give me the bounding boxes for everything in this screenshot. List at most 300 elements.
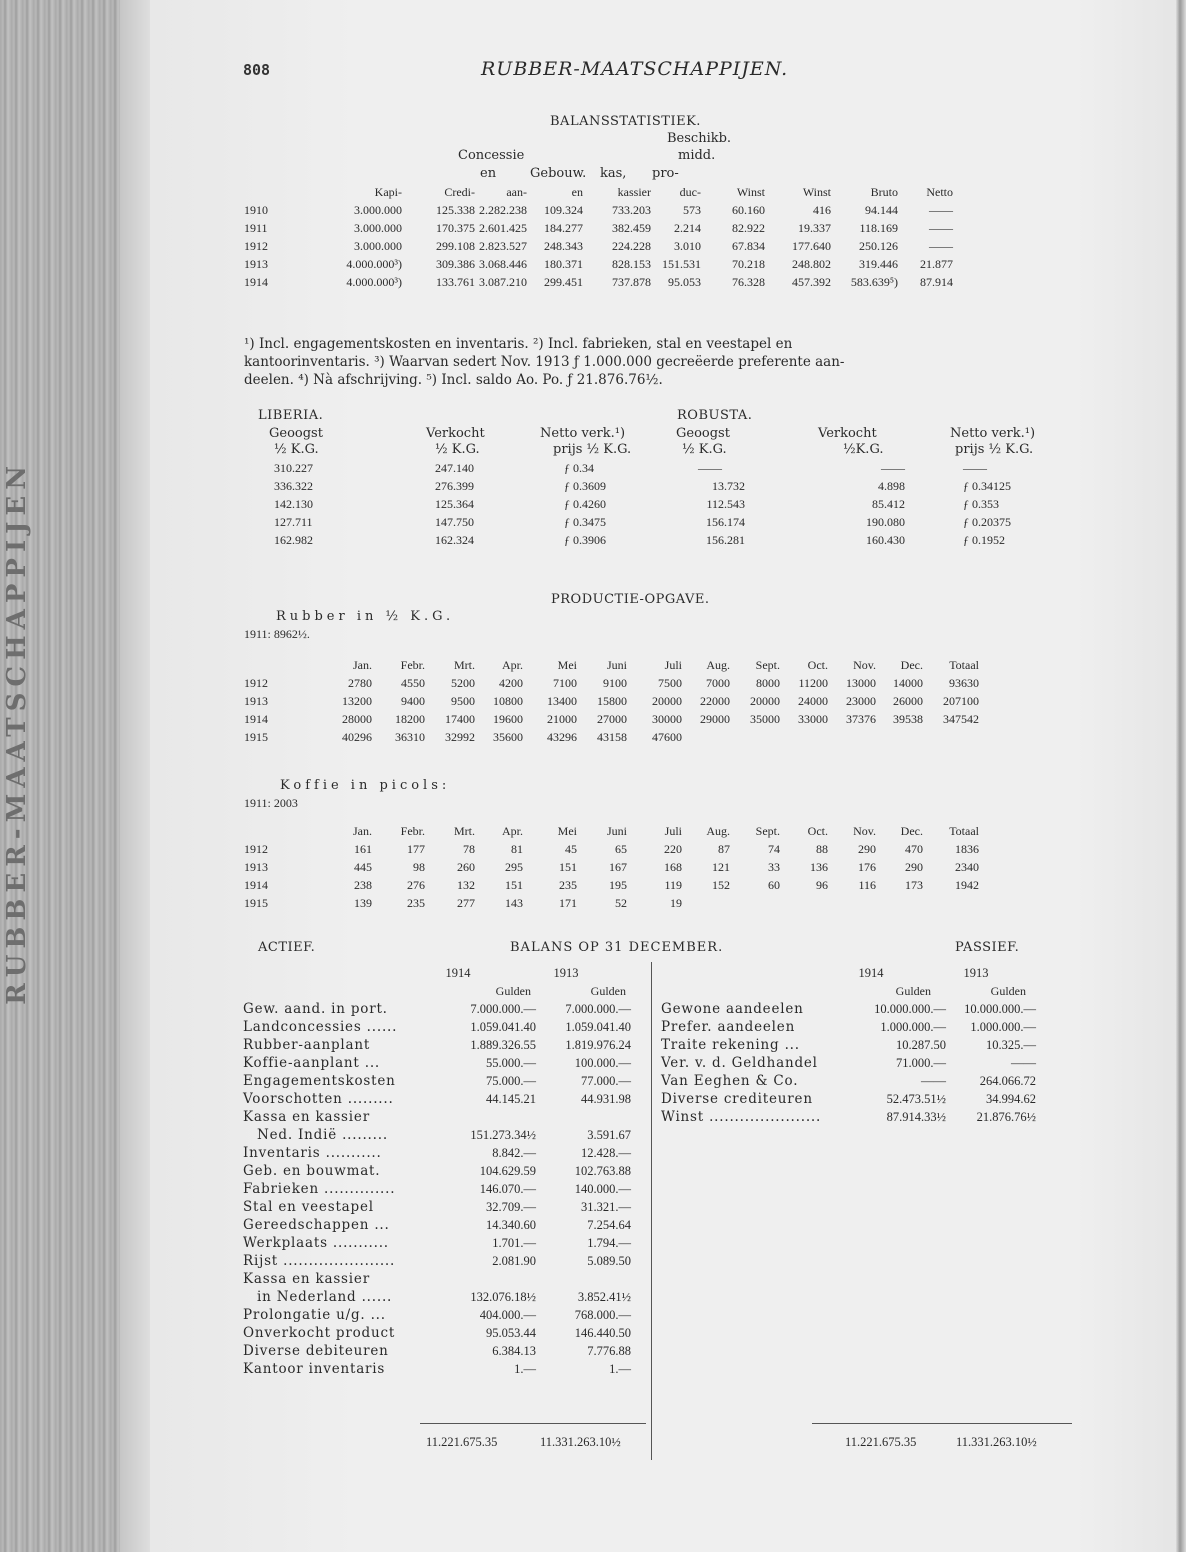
cell: 21.876.76½ (976, 1109, 1036, 1124)
cell: 23000 (846, 693, 876, 708)
cell: 260 (457, 859, 475, 874)
koffie-1911-note: 1911: 2003 (244, 796, 298, 810)
month-header: Apr. (502, 823, 523, 838)
cell: —— (963, 460, 987, 475)
cell: 13000 (846, 675, 876, 690)
cell: 39538 (893, 711, 923, 726)
col-header: duc- (679, 184, 701, 199)
cell: 132 (457, 877, 475, 892)
table-row (274, 531, 654, 549)
table-row (661, 1108, 1036, 1126)
table-row (274, 513, 654, 531)
unit-header: Gulden (590, 983, 626, 998)
cell: 1.000.000.— (880, 1019, 946, 1034)
col-header: kassier (617, 184, 651, 199)
cell: 10800 (493, 693, 523, 708)
cell: ƒ 0.3609 (564, 478, 606, 493)
cell: 87 (718, 841, 730, 856)
table-row (244, 710, 979, 728)
cell: 13400 (547, 693, 577, 708)
cell: 3.068.446 (479, 256, 527, 271)
cell: 6.384.13 (492, 1343, 536, 1358)
cell: 319.446 (859, 256, 898, 271)
header-beschikb: Beschikb. (667, 131, 732, 146)
cell: 290 (858, 841, 876, 856)
month-header: Dec. (900, 657, 923, 672)
table-row (243, 1270, 631, 1288)
col-header-unit: prijs ½ K.G. (553, 442, 632, 457)
cell: 7100 (553, 675, 577, 690)
running-head: RUBBER-MAATSCHAPPIJEN. (481, 58, 789, 80)
cell: 4.000.000³) (346, 256, 402, 271)
cell: 3.000.000 (354, 220, 402, 235)
cell: 1.701.— (492, 1235, 536, 1250)
cell: 299.108 (436, 238, 475, 253)
cell: 52.473.51½ (886, 1091, 946, 1106)
table-row (661, 1000, 1036, 1018)
cell: 132.076.18½ (470, 1289, 536, 1304)
table-row (244, 840, 979, 858)
cell: 14000 (893, 675, 923, 690)
cell: 14.340.60 (486, 1217, 536, 1232)
cell: 12.428.— (581, 1145, 631, 1160)
table-row (244, 255, 953, 273)
cell: 34.994.62 (986, 1091, 1036, 1106)
cell: 33 (768, 859, 780, 874)
cell: 102.763.88 (574, 1163, 631, 1178)
month-header: Nov. (853, 657, 876, 672)
cell: 10.287.50 (896, 1037, 946, 1052)
cell: 170.375 (436, 220, 475, 235)
cell: 44.145.21 (486, 1091, 536, 1106)
col-header: Winst (802, 184, 831, 199)
col-header: Geoogst (269, 426, 323, 441)
col-header: en (571, 184, 583, 199)
cell: 65 (615, 841, 627, 856)
cell: 74 (768, 841, 780, 856)
cell: 95.053 (668, 274, 701, 289)
col-header: Kapi- (374, 184, 402, 199)
cell: 71.000.— (896, 1055, 946, 1070)
table-row (243, 1216, 631, 1234)
month-header: Jan. (353, 657, 372, 672)
row-label: in Nederland ...... (257, 1289, 393, 1305)
table-header-row (244, 183, 953, 201)
cell: 9400 (401, 693, 425, 708)
table-row (661, 1072, 1036, 1090)
cell: 310.227 (274, 460, 313, 475)
total-rule (420, 1423, 646, 1424)
col-header-unit: ½ K.G. (274, 442, 319, 457)
month-header: Juli (664, 823, 682, 838)
section-title-balansstatistiek: BALANSSTATISTIEK. (550, 114, 701, 129)
cell: 347542 (943, 711, 979, 726)
cell (536, 1270, 631, 1288)
actief-table (243, 964, 631, 1378)
row-label: Landconcessies ...... (243, 1019, 398, 1035)
cell: 224.228 (612, 238, 651, 253)
cell: 195 (609, 877, 627, 892)
cell: 2340 (955, 859, 979, 874)
cell: 112.543 (706, 496, 745, 511)
col-header: Netto verk.¹) (950, 426, 1036, 441)
cell: 146.440.50 (574, 1325, 631, 1340)
year-header: 1914 (858, 965, 884, 980)
month-header: Totaal (949, 657, 979, 672)
cell: 248.802 (792, 256, 831, 271)
cell: 10.000.000.— (874, 1001, 946, 1016)
passief-total-1913: 11.331.263.10½ (956, 1435, 1037, 1449)
row-label: Ned. Indië ......... (257, 1127, 388, 1143)
cell: 9500 (451, 693, 475, 708)
table-row (243, 1342, 631, 1360)
table-row (243, 1090, 631, 1108)
table-row (243, 1360, 631, 1378)
cell: 94.144 (865, 202, 898, 217)
cell (780, 728, 828, 746)
cell: 171 (559, 895, 577, 910)
cell: 220 (664, 841, 682, 856)
cell: 146.070.— (479, 1181, 536, 1196)
row-year: 1913 (244, 693, 268, 708)
cell: 44.931.98 (581, 1091, 631, 1106)
row-year: 1913 (244, 256, 268, 271)
cell: 10.000.000.— (964, 1001, 1036, 1016)
table-header-row (661, 964, 1036, 982)
cell: 156.281 (706, 532, 745, 547)
cell (730, 728, 780, 746)
cell: 247.140 (435, 460, 474, 475)
cell: 35000 (750, 711, 780, 726)
cell: 152 (712, 877, 730, 892)
cell: 21.877 (920, 256, 953, 271)
cell: 95.053.44 (486, 1325, 536, 1340)
cell: 77.000.— (581, 1073, 631, 1088)
cell: 119 (664, 877, 682, 892)
row-label: Winst ...................... (661, 1109, 822, 1125)
cell: 116 (858, 877, 876, 892)
month-header: Totaal (949, 823, 979, 838)
table-row (244, 894, 979, 912)
row-label: Engagementskosten (243, 1073, 396, 1089)
cell: 93630 (949, 675, 979, 690)
table-row (675, 531, 1093, 549)
table-row (243, 1198, 631, 1216)
cell: 336.322 (274, 478, 313, 493)
cell: 162.982 (274, 532, 313, 547)
cell: 19.337 (798, 220, 831, 235)
cell: 98 (413, 859, 425, 874)
col-header: Netto verk.¹) (540, 426, 626, 441)
month-header: Aug. (706, 823, 730, 838)
row-label: Gew. aand. in port. (243, 1001, 388, 1017)
row-label: Kassa en kassier (243, 1109, 370, 1125)
cell: 176 (858, 859, 876, 874)
cell: 583.639⁵) (850, 274, 898, 289)
passief-total-1914: 11.221.675.35 (845, 1435, 917, 1449)
month-header: Apr. (502, 657, 523, 672)
month-header: Aug. (706, 657, 730, 672)
row-label: Van Eeghen & Co. (661, 1073, 799, 1089)
cell: —— (929, 238, 953, 253)
cell: 33000 (798, 711, 828, 726)
cell: —— (929, 220, 953, 235)
cell: 9100 (603, 675, 627, 690)
cell: 2.823.527 (479, 238, 527, 253)
cell: 207100 (943, 693, 979, 708)
cell: 4550 (401, 675, 425, 690)
cell: 43296 (547, 729, 577, 744)
cell: 78 (463, 841, 475, 856)
unit-header: Gulden (990, 983, 1026, 998)
row-label: Kantoor inventaris (243, 1361, 386, 1377)
cell: 250.126 (859, 238, 898, 253)
col-header: Verkocht (426, 426, 485, 441)
cell: 32992 (445, 729, 475, 744)
cell: 445 (354, 859, 372, 874)
cell: 162.324 (435, 532, 474, 547)
cell: 8000 (756, 675, 780, 690)
cell: 7.254.64 (587, 1217, 631, 1232)
balans-title: BALANS OP 31 DECEMBER. (510, 940, 724, 955)
col-header-unit: ½K.G. (843, 442, 884, 457)
koffie-production-table (244, 822, 979, 912)
row-label: Rijst ...................... (243, 1253, 396, 1269)
table-header-row (243, 982, 631, 1000)
cell (730, 894, 780, 912)
cell: 573 (683, 202, 701, 217)
footnote-line: kantoorinventaris. ³) Waarvan sedert Nov. 1913 ƒ 1.000.000 gecreëerde preferente aan- (244, 354, 845, 370)
month-header: Febr. (400, 657, 425, 672)
row-label: Prolongatie u/g. ... (243, 1307, 386, 1323)
table-row (243, 1162, 631, 1180)
cell: 15800 (597, 693, 627, 708)
cell: 309.386 (436, 256, 475, 271)
cell: 1.059.041.40 (565, 1019, 631, 1034)
cell: 52 (615, 895, 627, 910)
cell: ƒ 0.3906 (564, 532, 606, 547)
month-header: Juli (664, 657, 682, 672)
month-header: Juni (606, 823, 627, 838)
cell: 768.000.— (574, 1307, 631, 1322)
table-row (661, 1018, 1036, 1036)
cell: 133.761 (436, 274, 475, 289)
page-number: 808 (243, 61, 271, 79)
col-header: Verkocht (818, 426, 877, 441)
spine-text: RUBBER-MAATSCHAPPIJEN (2, 460, 32, 1005)
row-label: Onverkocht product (243, 1325, 396, 1341)
row-year: 1915 (244, 729, 268, 744)
row-label: Inventaris ........... (243, 1145, 382, 1161)
cell: 121 (712, 859, 730, 874)
cell: 35600 (493, 729, 523, 744)
row-label: Prefer. aandeelen (661, 1019, 796, 1035)
cell: 4.000.000³) (346, 274, 402, 289)
page-edge (1176, 0, 1186, 1552)
cell: ƒ 0.20375 (963, 514, 1011, 529)
cell: 4.898 (878, 478, 905, 493)
liberia-table (274, 459, 654, 549)
cell: 7.000.000.— (470, 1001, 536, 1016)
row-label: Werkplaats ........... (243, 1235, 389, 1251)
header-concessie: Concessie (458, 148, 525, 163)
row-year: 1915 (244, 895, 268, 910)
cell: 7000 (706, 675, 730, 690)
actief-total-1914: 11.221.675.35 (426, 1435, 498, 1449)
cell: 470 (905, 841, 923, 856)
book-binding (0, 0, 140, 1552)
table-header-row (243, 964, 631, 982)
cell: 36310 (395, 729, 425, 744)
rubber-1911-note: 1911: 8962½. (244, 627, 310, 641)
cell: 1.— (609, 1361, 631, 1376)
cell: 96 (816, 877, 828, 892)
cell: 248.343 (544, 238, 583, 253)
cell: 177.640 (792, 238, 831, 253)
cell: 109.324 (544, 202, 583, 217)
cell: 276.399 (435, 478, 474, 493)
cell: 22000 (700, 693, 730, 708)
cell: 177 (407, 841, 425, 856)
cell: 20000 (652, 693, 682, 708)
column-divider (651, 962, 652, 1460)
cell (828, 894, 876, 912)
table-row (661, 1090, 1036, 1108)
col-header-unit: prijs ½ K.G. (955, 442, 1034, 457)
cell: ƒ 0.353 (963, 496, 999, 511)
cell: 43158 (597, 729, 627, 744)
cell: 2.081.90 (492, 1253, 536, 1268)
cell: 27000 (597, 711, 627, 726)
cell: 151.273.34½ (470, 1127, 536, 1142)
footnote-line: ¹) Incl. engagementskosten en inventaris. ²) Incl. fabrieken, stal en veestapel en (244, 336, 793, 352)
col-header-unit: ½ K.G. (682, 442, 727, 457)
section-title-productie: PRODUCTIE-OPGAVE. (551, 592, 710, 607)
row-year: 1912 (244, 238, 268, 253)
cell: 290 (905, 859, 923, 874)
cell: 28000 (342, 711, 372, 726)
cell: 32.709.— (486, 1199, 536, 1214)
col-header: Winst (736, 184, 765, 199)
table-row (243, 1252, 631, 1270)
month-header: Jan. (353, 823, 372, 838)
cell: 299.451 (544, 274, 583, 289)
table-row (243, 1018, 631, 1036)
table-row (243, 1108, 631, 1126)
footnote-line: deelen. ⁴) Nà afschrijving. ⁵) Incl. saldo Ao. Po. ƒ 21.876.76½. (244, 372, 663, 388)
year-header: 1913 (553, 965, 579, 980)
cell: 118.169 (859, 220, 898, 235)
cell: 167 (609, 859, 627, 874)
year-header: 1914 (445, 965, 471, 980)
cell: 737.878 (612, 274, 651, 289)
row-label: Kassa en kassier (243, 1271, 370, 1287)
table-row (675, 513, 1093, 531)
cell: 47600 (652, 729, 682, 744)
table-row (243, 1036, 631, 1054)
cell: —— (698, 460, 722, 475)
cell: 168 (664, 859, 682, 874)
month-header: Juni (606, 657, 627, 672)
cell: 733.203 (612, 202, 651, 217)
table-row (244, 674, 979, 692)
year-header: 1913 (963, 965, 989, 980)
month-header: Mrt. (454, 823, 475, 838)
cell: 8.842.— (492, 1145, 536, 1160)
passief-title: PASSIEF. (955, 940, 1020, 955)
cell: 160.430 (866, 532, 905, 547)
cell: 147.750 (435, 514, 474, 529)
cell: 7500 (658, 675, 682, 690)
col-header: Geoogst (676, 426, 730, 441)
cell: 60 (768, 877, 780, 892)
koffie-subtitle: Koffie in picols: (280, 778, 451, 793)
table-row (243, 1180, 631, 1198)
table-row (244, 201, 953, 219)
cell: 416 (813, 202, 831, 217)
cell: 125.364 (435, 496, 474, 511)
cell: 1.— (514, 1361, 536, 1376)
cell: 7.776.88 (587, 1343, 631, 1358)
month-header: Oct. (807, 823, 828, 838)
cell: 190.080 (866, 514, 905, 529)
cell: 3.087.210 (479, 274, 527, 289)
cell: 1942 (955, 877, 979, 892)
row-label: Voorschotten ......... (243, 1091, 394, 1107)
header-pro: pro- (652, 166, 679, 181)
cell: 5200 (451, 675, 475, 690)
cell: 151.531 (662, 256, 701, 271)
cell (876, 728, 923, 746)
cell: 70.218 (732, 256, 765, 271)
cell: —— (921, 1073, 946, 1088)
cell (428, 1270, 536, 1288)
cell: 3.591.67 (587, 1127, 631, 1142)
table-row (243, 1126, 631, 1144)
cell (780, 894, 828, 912)
cell: 4200 (499, 675, 523, 690)
cell: 2.214 (674, 220, 701, 235)
cell: 180.371 (544, 256, 583, 271)
cell: ƒ 0.1952 (963, 532, 1005, 547)
cell: 26000 (893, 693, 923, 708)
row-label: Gewone aandeelen (661, 1001, 804, 1017)
table-row (243, 1306, 631, 1324)
cell: 100.000.— (574, 1055, 631, 1070)
cell: 3.000.000 (354, 202, 402, 217)
rubber-production-table (244, 656, 979, 746)
table-row (244, 273, 953, 291)
month-header: Sept. (755, 657, 780, 672)
section-title-liberia: LIBERIA. (258, 408, 324, 423)
cell (682, 894, 730, 912)
month-header: Mei (557, 657, 577, 672)
cell: 828.153 (612, 256, 651, 271)
unit-header: Gulden (495, 983, 531, 998)
table-row (274, 459, 654, 477)
unit-header: Gulden (895, 983, 931, 998)
row-label: Koffie-aanplant ... (243, 1055, 380, 1071)
cell (828, 728, 876, 746)
robusta-table (675, 459, 1093, 549)
cell: 29000 (700, 711, 730, 726)
table-row (243, 1234, 631, 1252)
table-row (244, 876, 979, 894)
table-row (661, 1054, 1036, 1072)
cell: 88 (816, 841, 828, 856)
col-header-unit: ½ K.G. (435, 442, 480, 457)
row-year: 1914 (244, 711, 268, 726)
